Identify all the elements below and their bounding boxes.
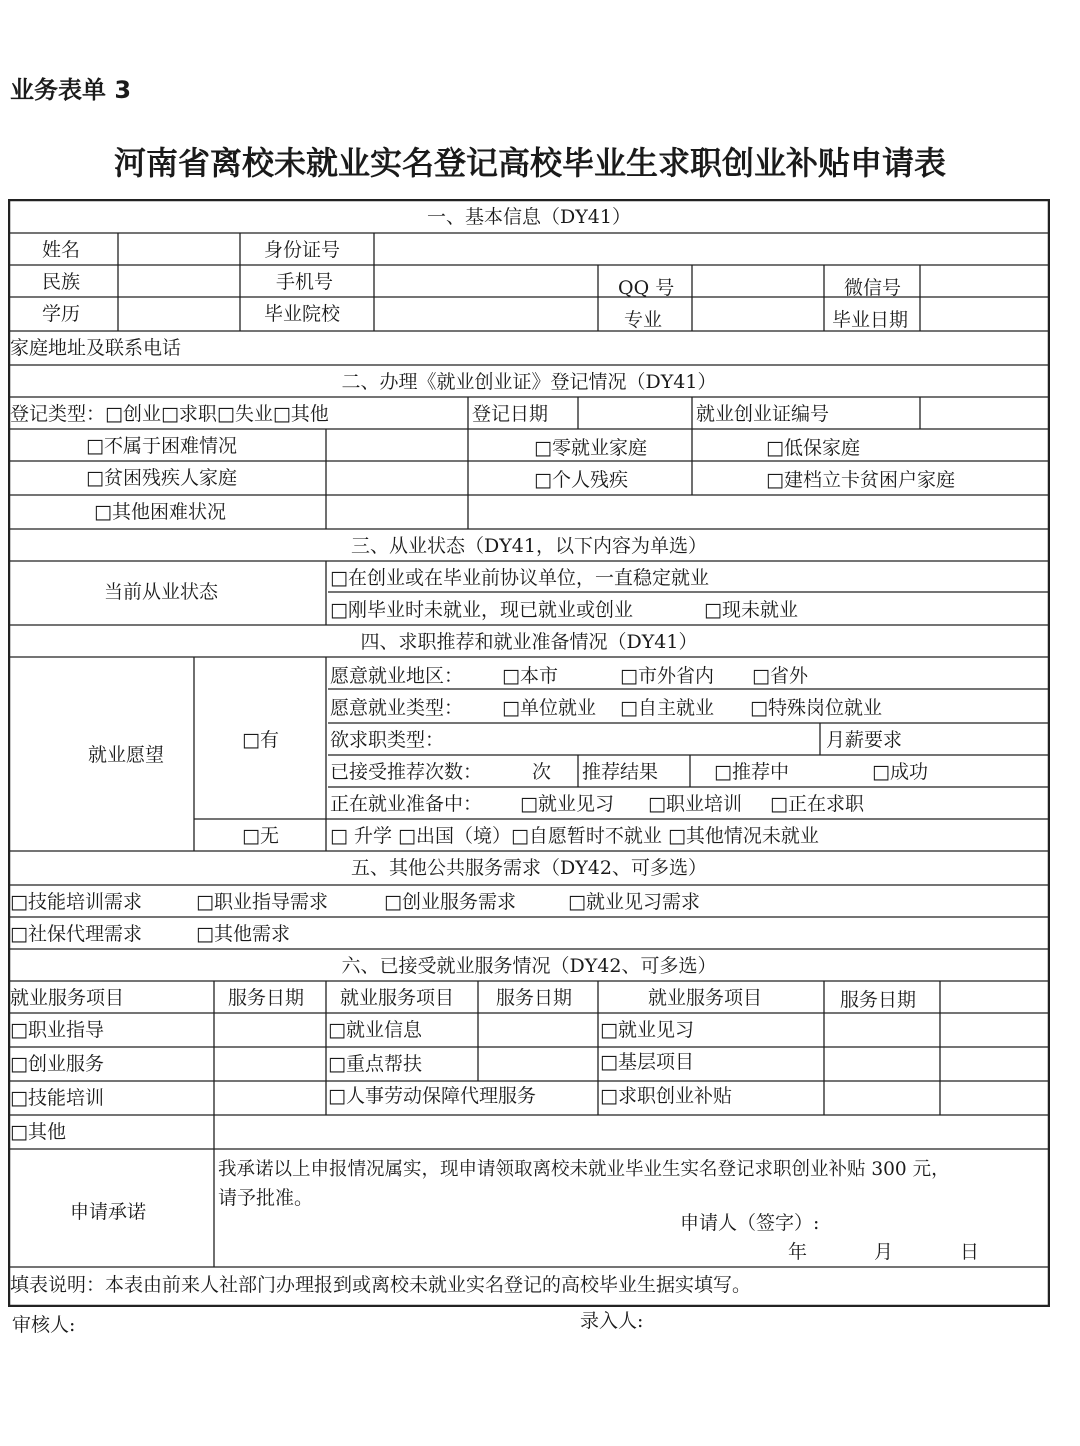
recommendation-count-label: 已接受推荐次数：	[330, 761, 483, 783]
section-1-title: 一、基本信息（DY41）	[427, 206, 631, 228]
currently-unemployed-option[interactable]: □现未就业	[704, 599, 798, 621]
employment-intention-label: 就业愿望	[88, 744, 165, 766]
section-6-title: 六、已接受就业服务情况（DY42、可多选）	[341, 955, 717, 977]
need-other-checkbox[interactable]: □其他需求	[196, 923, 290, 945]
not-hardship-checkbox[interactable]: □不属于困难情况	[86, 435, 237, 457]
poor-disabled-family-checkbox[interactable]: □贫困残疾人家庭	[86, 467, 237, 489]
received-subsidy-checkbox[interactable]: □求职创业补贴	[600, 1085, 732, 1107]
region-province-checkbox[interactable]: □市外省内	[620, 665, 714, 687]
zero-employment-family-checkbox[interactable]: □零就业家庭	[534, 437, 647, 459]
date-month-label: 月	[874, 1241, 894, 1263]
received-employment-info-checkbox[interactable]: □就业信息	[328, 1019, 422, 1041]
desired-job-label: 欲求职类型：	[330, 729, 445, 751]
intention-no-checkbox[interactable]: □无	[242, 825, 279, 847]
need-skill-training-checkbox[interactable]: □技能培训需求	[10, 891, 142, 913]
received-internship-checkbox[interactable]: □就业见习	[600, 1019, 694, 1041]
recorder-label: 录入人:	[580, 1310, 644, 1332]
name-label: 姓名	[42, 239, 81, 261]
address-phone-label: 家庭地址及联系电话	[10, 337, 182, 359]
prep-internship-checkbox[interactable]: □就业见习	[520, 793, 614, 815]
wechat-label: 微信号	[844, 277, 902, 299]
preparation-label: 正在就业准备中：	[330, 793, 483, 815]
registration-type-options: 登记类型：□创业□求职□失业□其他	[10, 403, 329, 425]
section-3-title: 三、从业状态（DY41，以下内容为单选）	[351, 535, 707, 557]
type-self-employed-checkbox[interactable]: □自主就业	[620, 697, 714, 719]
service-date-header-1: 服务日期	[228, 987, 305, 1009]
application-form-table	[8, 199, 1050, 1307]
stable-employment-option[interactable]: □在创业或在毕业前协议单位，一直稳定就业	[330, 567, 709, 589]
current-employment-status-label: 当前从业状态	[104, 581, 219, 603]
form-number: 业务表单 3	[10, 76, 132, 104]
need-entrepreneurship-checkbox[interactable]: □创业服务需求	[384, 891, 516, 913]
prep-job-seeking-checkbox[interactable]: □正在求职	[770, 793, 864, 815]
service-item-header-2: 就业服务项目	[340, 987, 455, 1009]
form-title: 河南省离校未就业实名登记高校毕业生求职创业补贴申请表	[113, 144, 946, 182]
desired-type-label: 愿意就业类型：	[330, 697, 464, 719]
salary-requirement-label: 月薪要求	[826, 729, 903, 751]
date-year-label: 年	[788, 1241, 808, 1263]
received-entrepreneurship-checkbox[interactable]: □创业服务	[10, 1053, 104, 1075]
need-internship-checkbox[interactable]: □就业见习需求	[568, 891, 700, 913]
recommendation-result-label: 推荐结果	[582, 761, 659, 783]
pledge-text-line-2: 请予批准。	[218, 1187, 314, 1209]
no-intention-reasons[interactable]: □ 升学 □出国（境）□自愿暂时不就业 □其他情况未就业	[330, 825, 819, 847]
major-label: 专业	[624, 309, 663, 331]
received-key-assistance-checkbox[interactable]: □重点帮扶	[328, 1053, 422, 1075]
need-social-security-checkbox[interactable]: □社保代理需求	[10, 923, 142, 945]
service-date-header-2: 服务日期	[496, 987, 573, 1009]
employed-after-graduation-option[interactable]: □刚毕业时未就业，现已就业或创业	[330, 599, 633, 621]
section-4-title: 四、求职推荐和就业准备情况（DY41）	[360, 631, 698, 653]
desired-region-label: 愿意就业地区：	[330, 665, 464, 687]
service-item-header-3: 就业服务项目	[648, 987, 763, 1009]
result-pending-checkbox[interactable]: □推荐中	[714, 761, 789, 783]
graduation-date-label: 毕业日期	[832, 309, 909, 331]
personal-disability-checkbox[interactable]: □个人残疾	[534, 469, 628, 491]
filling-instructions: 填表说明：本表由前来人社部门办理报到或离校未就业实名登记的高校毕业生据实填写。	[10, 1274, 752, 1296]
registration-date-label: 登记日期	[472, 403, 549, 425]
received-hr-agency-checkbox[interactable]: □人事劳动保障代理服务	[328, 1085, 536, 1107]
qq-label: QQ 号	[618, 277, 675, 299]
prep-training-checkbox[interactable]: □职业培训	[648, 793, 742, 815]
registered-poor-household-checkbox[interactable]: □建档立卡贫困户家庭	[766, 469, 955, 491]
received-career-guidance-checkbox[interactable]: □职业指导	[10, 1019, 104, 1041]
reviewer-label: 审核人:	[12, 1314, 76, 1336]
section-2-title: 二、办理《就业创业证》登记情况（DY41）	[341, 371, 717, 393]
section-5-title: 五、其他公共服务需求（DY42、可多选）	[351, 857, 707, 879]
received-skill-training-checkbox[interactable]: □技能培训	[10, 1087, 104, 1109]
other-hardship-checkbox[interactable]: □其他困难状况	[94, 501, 226, 523]
applicant-signature-label: 申请人（签字）:	[680, 1212, 820, 1234]
ethnicity-label: 民族	[42, 271, 81, 293]
need-career-guidance-checkbox[interactable]: □职业指导需求	[196, 891, 328, 913]
low-income-family-checkbox[interactable]: □低保家庭	[766, 437, 860, 459]
region-outside-checkbox[interactable]: □省外	[752, 665, 808, 687]
school-label: 毕业院校	[264, 303, 341, 325]
region-local-checkbox[interactable]: □本市	[502, 665, 558, 687]
pledge-label: 申请承诺	[70, 1201, 147, 1223]
date-day-label: 日	[960, 1241, 980, 1263]
type-unit-checkbox[interactable]: □单位就业	[502, 697, 596, 719]
certificate-number-label: 就业创业证编号	[696, 403, 830, 425]
pledge-text-line-1: 我承诺以上申报情况属实，现申请领取离校未就业毕业生实名登记求职创业补贴 300 元，	[218, 1159, 950, 1180]
received-other-checkbox[interactable]: □其他	[10, 1121, 66, 1143]
received-grassroots-checkbox[interactable]: □基层项目	[600, 1051, 694, 1073]
count-unit-label: 次	[532, 761, 552, 783]
service-item-header-1: 就业服务项目	[10, 987, 125, 1009]
form-grid-lines	[8, 199, 1050, 1307]
id-number-label: 身份证号	[264, 239, 341, 261]
type-special-post-checkbox[interactable]: □特殊岗位就业	[750, 697, 882, 719]
intention-yes-checkbox[interactable]: □有	[242, 729, 279, 751]
result-success-checkbox[interactable]: □成功	[872, 761, 928, 783]
service-date-header-3: 服务日期	[840, 989, 917, 1011]
education-label: 学历	[42, 303, 81, 325]
mobile-label: 手机号	[276, 271, 334, 293]
